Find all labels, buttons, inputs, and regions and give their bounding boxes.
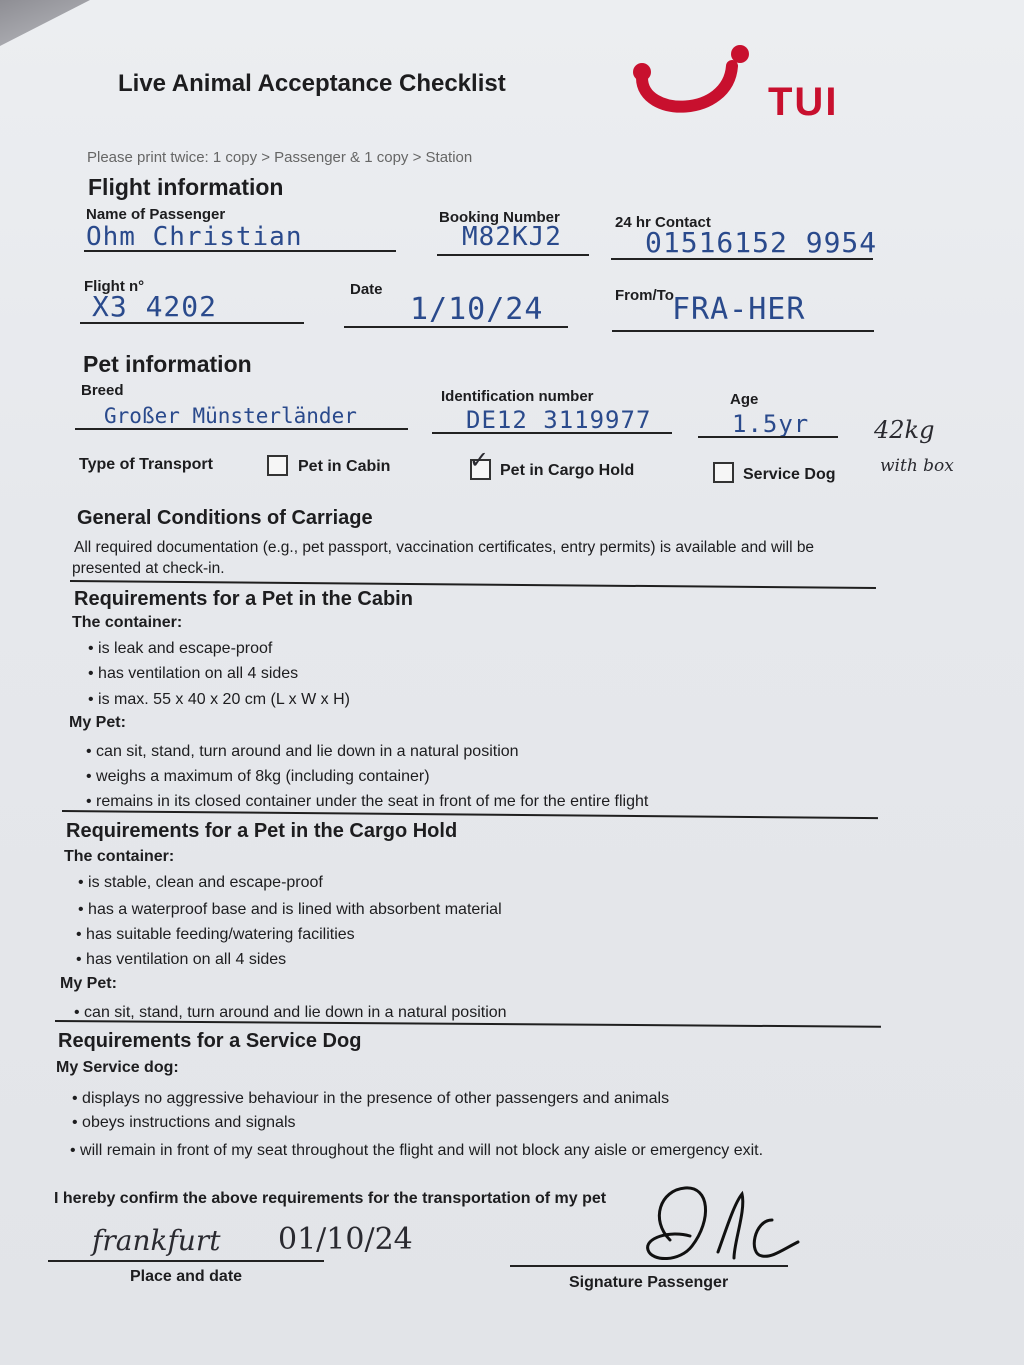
flight-number-underline <box>80 322 304 324</box>
weight-note-box: with box <box>880 456 954 476</box>
date-signed-field[interactable]: 01/10/24 <box>278 1222 413 1257</box>
service-dog-checkbox[interactable] <box>713 462 734 483</box>
route-field[interactable]: FRA-HER <box>672 292 806 327</box>
flight-number-field[interactable]: X3 4202 <box>92 290 218 323</box>
cabin-container-item: • is max. 55 x 40 x 20 cm (L x W x H) <box>88 691 350 708</box>
booking-number-label: Booking Number <box>439 209 560 226</box>
pet-in-cabin-checkbox[interactable] <box>267 455 288 476</box>
service-dog-label-heading: My Service dog: <box>56 1059 179 1076</box>
cargo-container-label: The container: <box>64 848 175 865</box>
identification-field[interactable]: DE12 3119977 <box>466 406 652 434</box>
age-label: Age <box>730 391 759 408</box>
breed-label: Breed <box>81 382 124 399</box>
tui-smile-logo-icon <box>628 44 758 124</box>
service-dog-item: • obeys instructions and signals <box>72 1114 296 1131</box>
contact-underline <box>611 258 873 260</box>
contact-label: 24 hr Contact <box>615 214 711 231</box>
date-underline <box>344 326 568 328</box>
place-date-underline <box>48 1260 324 1262</box>
confirmation-text: I hereby confirm the above requirements for the transportation of my pet <box>54 1190 607 1207</box>
cargo-container-item: • has ventilation on all 4 sides <box>76 951 287 968</box>
cabin-container-item: • is leak and escape-proof <box>88 640 273 657</box>
cargo-container-item: • has suitable feeding/watering facilities <box>76 926 355 943</box>
document-title: Live Animal Acceptance Checklist <box>118 70 506 97</box>
cargo-container-item: • has a waterproof base and is lined with absorbent material <box>78 901 502 918</box>
breed-underline <box>75 428 408 430</box>
flight-info-heading: Flight information <box>88 174 284 200</box>
service-dog-heading: Requirements for a Service Dog <box>58 1030 362 1052</box>
pet-in-cargo-label: Pet in Cargo Hold <box>500 462 635 479</box>
route-underline <box>612 330 874 332</box>
service-dog-item: • will remain in front of my seat throughout the flight and will not block any aisle or emergency exit. <box>70 1142 764 1159</box>
cabin-pet-label: My Pet: <box>69 714 126 731</box>
service-dog-item: • displays no aggressive behaviour in the presence of other passengers and animals <box>72 1090 670 1107</box>
date-label: Date <box>350 281 383 298</box>
signature-underline <box>510 1265 788 1267</box>
cabin-container-label: The container: <box>72 614 183 631</box>
date-field[interactable]: 1/10/24 <box>410 292 544 327</box>
pet-in-cabin-label: Pet in Cabin <box>298 458 391 475</box>
flight-number-label: Flight n° <box>84 278 145 295</box>
signature-label: Signature Passenger <box>569 1274 729 1291</box>
section-divider <box>62 810 878 819</box>
checkmark-icon: ✓ <box>469 447 490 474</box>
age-underline <box>698 436 838 438</box>
place-date-label: Place and date <box>130 1268 243 1285</box>
cabin-requirements-heading: Requirements for a Pet in the Cabin <box>74 588 413 610</box>
booking-number-field[interactable]: M82KJ2 <box>462 222 562 252</box>
cabin-pet-item: • weighs a maximum of 8kg (including container) <box>86 768 430 785</box>
place-field[interactable]: frankfurt <box>92 1224 221 1257</box>
route-label: From/To <box>615 287 674 304</box>
general-conditions-text-2: presented at check-in. <box>72 560 225 577</box>
general-conditions-heading: General Conditions of Carriage <box>77 507 373 529</box>
passenger-name-field[interactable]: Ohm Christian <box>86 222 303 252</box>
print-note: Please print twice: 1 copy > Passenger & 1 copy > Station <box>87 149 473 166</box>
identification-underline <box>432 432 672 434</box>
cabin-container-item: • has ventilation on all 4 sides <box>88 665 299 682</box>
transport-type-label: Type of Transport <box>79 456 213 473</box>
identification-label: Identification number <box>441 388 594 405</box>
cabin-pet-item: • can sit, stand, turn around and lie down in a natural position <box>86 743 519 760</box>
cargo-pet-item: • can sit, stand, turn around and lie down in a natural position <box>74 1004 507 1021</box>
general-conditions-text: All required documentation (e.g., pet passport, vaccination certificates, entry permits) is available and will be <box>74 539 815 556</box>
breed-field[interactable]: Großer Münsterländer <box>104 404 357 428</box>
cargo-container-item: • is stable, clean and escape-proof <box>78 874 323 891</box>
age-field[interactable]: 1.5yr <box>732 410 810 438</box>
booking-number-underline <box>437 254 589 256</box>
page-corner <box>0 0 90 46</box>
tui-logo-text: TUI <box>768 80 839 124</box>
passenger-name-underline <box>84 250 396 252</box>
passenger-name-label: Name of Passenger <box>86 206 226 223</box>
cabin-pet-item: • remains in its closed container under the seat in front of me for the entire flight <box>86 793 649 810</box>
signature-image <box>630 1180 810 1272</box>
contact-field[interactable]: 01516152 9954 <box>645 226 878 259</box>
service-dog-label: Service Dog <box>743 466 836 483</box>
pet-info-heading: Pet information <box>83 351 252 377</box>
cargo-requirements-heading: Requirements for a Pet in the Cargo Hold <box>66 820 458 842</box>
weight-note: 42kg <box>874 416 935 444</box>
cargo-pet-label: My Pet: <box>60 975 117 992</box>
